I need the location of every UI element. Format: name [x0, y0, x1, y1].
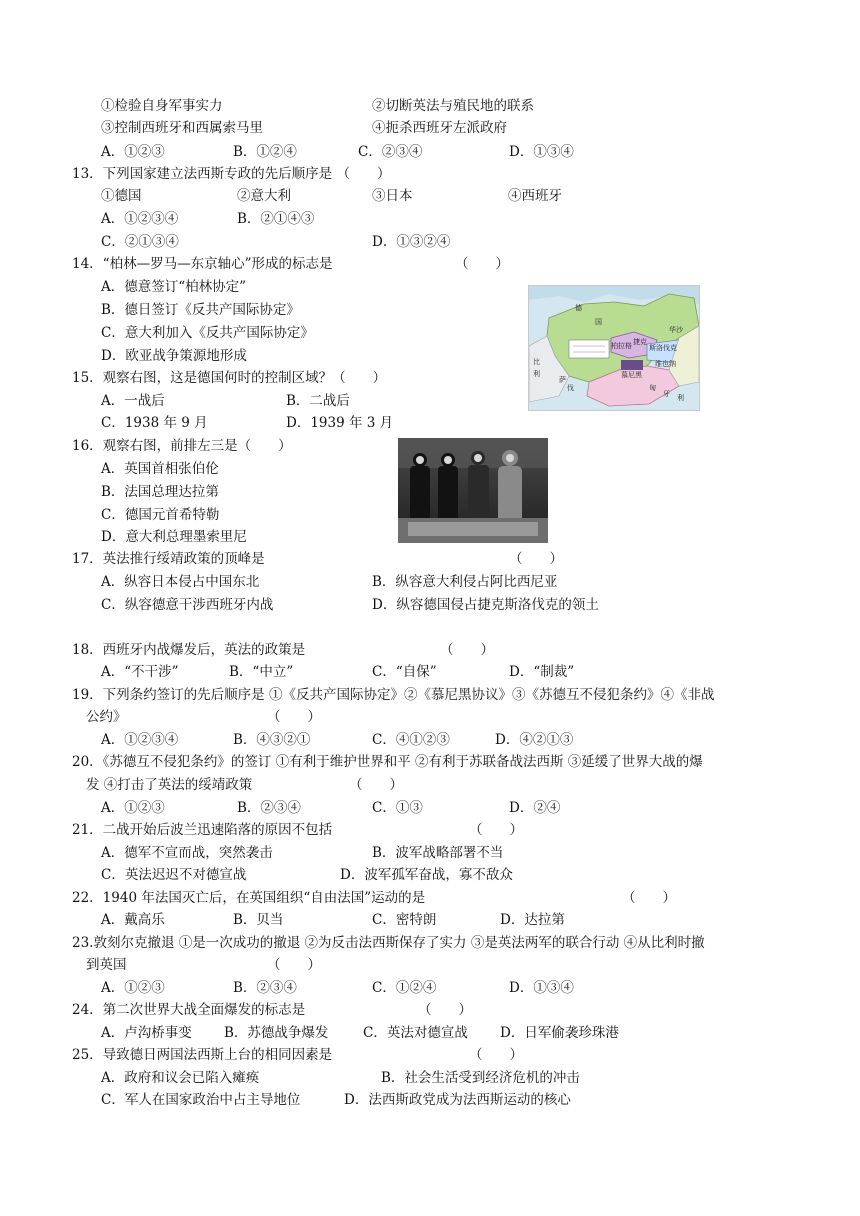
q16-choice-b: B．法国总理达拉第 [101, 484, 219, 500]
q25-choice-d: D．法西斯政党成为法西斯运动的核心 [344, 1092, 571, 1108]
q23-stem-line2: 到英国 [86, 957, 127, 973]
q15-choice-d: D．1939 年 3 月 [286, 415, 394, 431]
q23-choice-c: C．①②④ [372, 980, 437, 996]
q23-choice-d: D．①③④ [509, 980, 574, 996]
q12-choice-d: D．①③④ [509, 144, 574, 160]
map-label-11: 匈 [649, 384, 656, 392]
q24-choice-b: B．苏德战争爆发 [224, 1025, 329, 1041]
q20-paren: （ ） [349, 777, 403, 793]
map-label-8: 维也纳 [655, 360, 676, 368]
q21-choice-a: A．德军不宣而战，突然袭击 [101, 845, 273, 861]
q21-choice-c: C．英法迟迟不对德宣战 [101, 867, 247, 883]
q17-choice-b: B．纵容意大利侵占阿比西尼亚 [372, 574, 558, 590]
q14-choice-d: D．欧亚战争策源地形成 [101, 348, 247, 364]
map-graphic [529, 286, 699, 410]
q25-stem: 25．导致德日两国法西斯上台的相同因素是 [72, 1047, 333, 1063]
q16-choice-d: D．意大利总理墨索里尼 [101, 529, 247, 545]
q14-choice-b: B．德日签订《反共产国际协定》 [101, 302, 300, 318]
q24-paren: （ ） [418, 1002, 472, 1018]
q22-choice-d: D．达拉第 [500, 912, 565, 928]
q12-choice-b: B．①②④ [233, 144, 297, 160]
map-label-5: 捷克 [633, 338, 647, 346]
q22-choice-a: A．戴高乐 [101, 912, 165, 928]
map-label-2: 国 [595, 318, 602, 326]
q15-choice-a: A．一战后 [101, 393, 165, 409]
q13-choice-c: C．②①③④ [101, 234, 179, 250]
q15-choice-c: C．1938 年 9 月 [101, 415, 208, 431]
q20-choice-d: D．②④ [509, 800, 561, 816]
q15-choice-b: B．二战后 [286, 393, 350, 409]
map-label-3: 柏拉格 [611, 342, 632, 350]
q13-option-3: ③日本 [372, 188, 413, 204]
q12-option-2: ②切断英法与殖民地的联系 [372, 98, 534, 114]
map-label-9: 比 [533, 358, 540, 366]
q24-choice-a: A．卢沟桥事变 [101, 1025, 192, 1041]
map-label-10: 利 [533, 370, 540, 378]
q14-choice-a: A．德意签订“柏林协定” [101, 279, 247, 295]
q21-stem: 21．二战开始后波兰迅速陷落的原因不包括 [72, 822, 333, 838]
q19-choice-a: A．①②③④ [101, 732, 179, 748]
q17-choice-a: A．纵容日本侵占中国东北 [101, 574, 260, 590]
map-label-12: 牙 [663, 390, 670, 398]
q17-stem: 17．英法推行绥靖政策的顶峰是 [72, 551, 265, 567]
q25-choice-a: A．政府和议会已陷入瘫痪 [101, 1070, 260, 1086]
q23-choice-b: B．②③④ [233, 980, 297, 996]
q18-stem: 18．西班牙内战爆发后，英法的政策是 [72, 642, 306, 658]
map-label-13: 利 [677, 394, 684, 402]
q24-choice-d: D．日军偷袭珍珠港 [500, 1025, 619, 1041]
q16-choice-a: A．英国首相张伯伦 [101, 461, 219, 477]
q12-option-4: ④扼杀西班牙左派政府 [372, 120, 507, 136]
q19-stem-line1: 19．下列条约签订的先后顺序是 ①《反共产国际协定》②《慕尼黑协议》③《苏德互不侵犯条约》④《非战 [72, 687, 715, 703]
q19-choice-d: D．④②①③ [495, 732, 574, 748]
q22-paren: （ ） [622, 890, 676, 906]
map-label-4: 华沙 [669, 326, 683, 334]
q13-option-1: ①德国 [101, 188, 142, 204]
q24-choice-c: C．英法对德宣战 [363, 1025, 468, 1041]
q21-paren: （ ） [469, 822, 523, 838]
map-figure [528, 285, 700, 411]
q14-choice-c: C．意大利加入《反共产国际协定》 [101, 325, 314, 341]
q23-choice-a: A．①②③ [101, 980, 165, 996]
q22-stem: 22．1940 年法国灭亡后，在英国组织“自由法国”运动的是 [72, 890, 426, 906]
q19-choice-c: C．④①②③ [372, 732, 450, 748]
map-label-1: 德 [575, 304, 582, 312]
q20-choice-a: A．①②③ [101, 800, 165, 816]
q22-choice-c: C．密特朗 [372, 912, 437, 928]
q18-choice-a: A．“不干涉” [101, 664, 179, 680]
q20-stem-line2: 发 ④打击了英法的绥靖政策 [86, 777, 253, 793]
q17-choice-c: C．纵容德意干涉西班牙内战 [101, 597, 274, 613]
map-label-14: 萨 [559, 376, 566, 384]
q19-stem-line2: 公约》 [86, 709, 127, 725]
q16-stem: 16．观察右图，前排左三是（ ） [72, 438, 292, 454]
q19-choice-b: B．④③②① [233, 732, 311, 748]
q20-choice-c: C．①③ [372, 800, 423, 816]
q25-paren: （ ） [469, 1047, 523, 1063]
q25-choice-b: B．社会生活受到经济危机的冲击 [381, 1070, 580, 1086]
q23-stem-line1: 23.敦刻尔克撤退 ①是一次成功的撤退 ②为反击法西斯保存了实力 ③是英法两军的联合行动 ④从比利时撤 [72, 935, 705, 951]
q13-stem: 13．下列国家建立法西斯专政的先后顺序是 （ ） [72, 166, 391, 182]
q17-paren: （ ） [509, 551, 563, 567]
q12-choice-a: A．①②③ [101, 144, 165, 160]
q18-choice-d: D．“制裁” [509, 664, 575, 680]
q22-choice-b: B．贝当 [233, 912, 284, 928]
q24-stem: 24．第二次世界大战全面爆发的标志是 [72, 1002, 306, 1018]
photo-graphic [398, 438, 548, 543]
q12-option-3: ③控制西班牙和西属索马里 [101, 120, 263, 136]
q18-paren: （ ） [440, 642, 494, 658]
q14-stem: 14．“柏林—罗马—东京轴心”形成的标志是 [72, 256, 333, 272]
q21-choice-d: D．波军孤军奋战，寡不敌众 [340, 867, 513, 883]
q13-option-4: ④西班牙 [508, 188, 562, 204]
q18-choice-c: C．“自保” [372, 664, 437, 680]
q19-paren: （ ） [267, 709, 321, 725]
q14-paren: （ ） [455, 256, 509, 272]
q23-paren: （ ） [267, 957, 321, 973]
q15-stem: 15．观察右图，这是德国何时的控制区域？（ ） [72, 370, 387, 386]
map-label-15: 伐 [567, 384, 574, 392]
q20-stem-line1: 20．《苏德互不侵犯条约》的签订 ①有利于维护世界和平 ②有利于苏联备战法西斯 ③延缓了世界大战的爆 [72, 754, 703, 770]
q16-choice-c: C．德国元首希特勒 [101, 507, 220, 523]
q13-choice-a: A．①②③④ [101, 211, 179, 227]
photo-figure [398, 438, 548, 543]
q12-choice-c: C．②③④ [358, 144, 423, 160]
q13-choice-b: B．②①④③ [237, 211, 315, 227]
map-label-6: 斯洛伐克 [649, 344, 677, 352]
q17-choice-d: D．纵容德国侵占捷克斯洛伐克的领土 [372, 597, 599, 613]
q13-choice-d: D．①③②④ [372, 234, 451, 250]
q12-option-1: ①检验自身军事实力 [101, 98, 223, 114]
q18-choice-b: B．“中立” [229, 664, 294, 680]
q21-choice-b: B．波军战略部署不当 [372, 845, 504, 861]
q13-option-2: ②意大利 [237, 188, 291, 204]
map-label-7: 慕尼黑 [621, 371, 642, 379]
q25-choice-c: C．军人在国家政治中占主导地位 [101, 1092, 301, 1108]
q20-choice-b: B．②③④ [237, 800, 301, 816]
